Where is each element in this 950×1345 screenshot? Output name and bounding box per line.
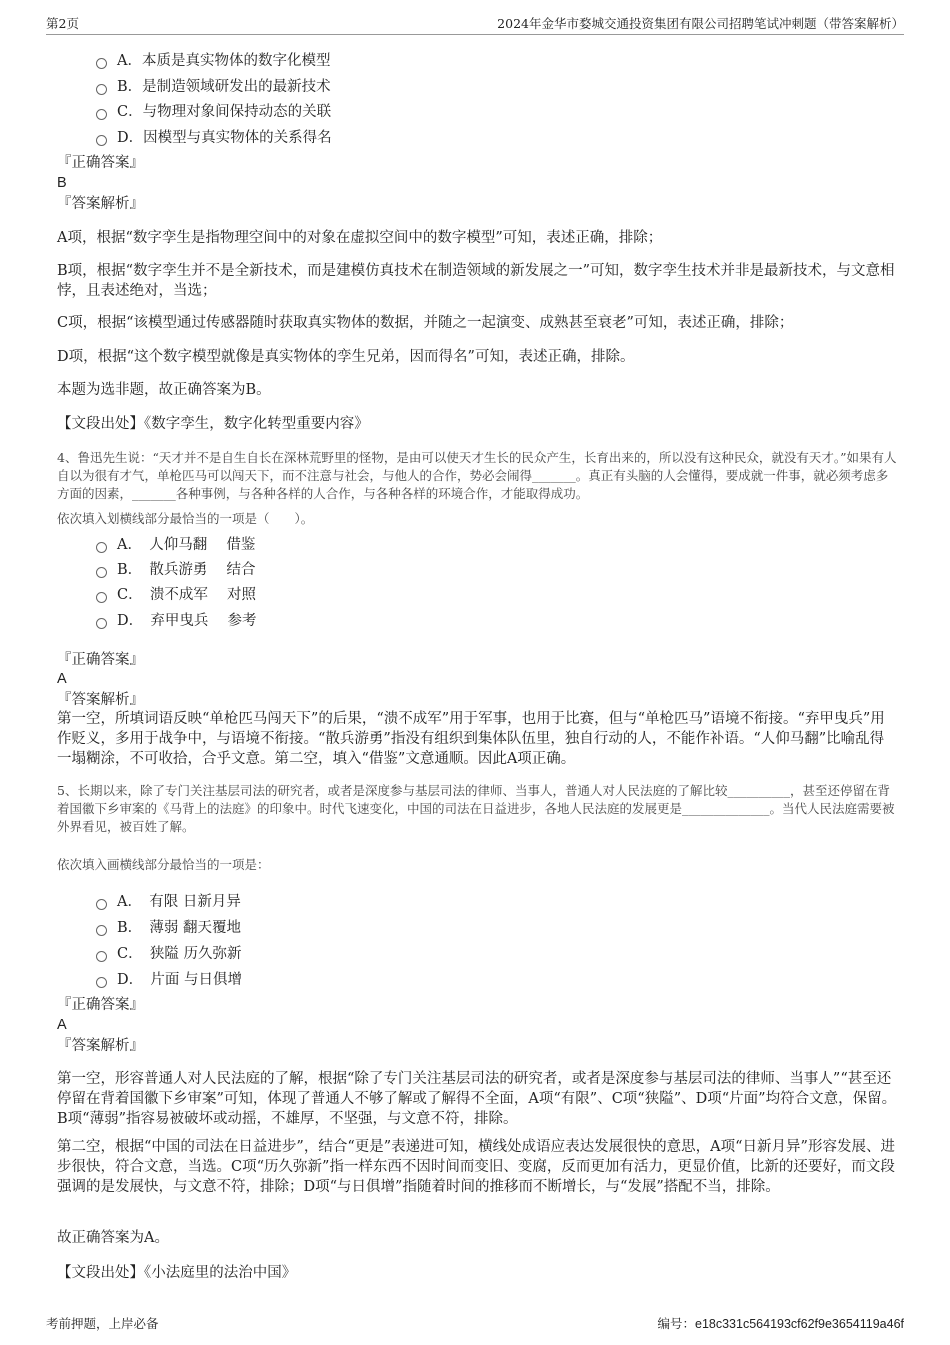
q5-option-d[interactable]: D． 片面 与日俱增 xyxy=(96,968,242,989)
footer-slogan: 考前押题，上岸必备 xyxy=(46,1316,159,1331)
radio-icon xyxy=(96,951,107,962)
q4-stem: 4、鲁迅先生说：“天才并不是自生自长在深林荒野里的怪物，是由可以使天才生长的民众产生，长育出来的，所以没有这种民众，就没有天才。”如果有人自以为很有才气，单枪匹马可以闯天下，而不注意与社会，与他人的合作，势必会闹得_______。真正有头脑的人会懂得，要成就一件事，就必须考虑多方面的因素，_______各种事例，与各种各样的人合作，与各种各样的环境合作，才能取得成功。 xyxy=(57,450,897,501)
q5-option-b[interactable]: B． 薄弱 翻天覆地 xyxy=(96,916,241,937)
q4-analysis-label: 『答案解析』 xyxy=(57,692,144,708)
radio-icon xyxy=(96,84,107,95)
q3-option-c[interactable]: C．与物理对象间保持动态的关联 xyxy=(96,100,331,121)
page-footer xyxy=(46,1314,904,1332)
radio-icon xyxy=(96,567,107,578)
radio-icon xyxy=(96,109,107,120)
q3-analysis-b: B项，根据“数字孪生并不是全新技术，而是建模仿真技术在制造领域的新发展之一”可知，数字孪生技术并非是最新技术，与文意相悖，且表述绝对，当选； xyxy=(57,263,895,299)
q3-option-b[interactable]: B．是制造领域研发出的最新技术 xyxy=(96,75,331,96)
q3-answer: B xyxy=(57,175,67,191)
q5-answer-label: 『正确答案』 xyxy=(57,997,144,1013)
q5-option-c[interactable]: C． 狭隘 历久弥新 xyxy=(96,942,241,963)
radio-icon xyxy=(96,925,107,936)
q5-analysis-label: 『答案解析』 xyxy=(57,1038,144,1054)
q4-answer: A xyxy=(57,671,67,687)
q5-analysis-second: 第二空，根据“中国的司法在日益进步”，结合“更是”表递进可知，横线处成语应表达发展很快的意思，A项“日新月异”形容发展、进步很快，符合文意，当选。C项“历久弥新”指一样东西不因时间而变旧、变腐，反而更加有活力，更显价值，比新的还要好，而文段强调的是发展快，与文意不符，排除；D项“与日俱增”指随着时间的推移而不断增长，与“发展”搭配不当，排除。 xyxy=(57,1139,895,1195)
document-title: 2024年金华市婺城交通投资集团有限公司招聘笔试冲刺题（带答案解析） xyxy=(497,16,904,31)
q3-option-d[interactable]: D．因模型与真实物体的关系得名 xyxy=(96,126,332,147)
q4-prompt: 依次填入划横线部分最恰当的一项是（ ）。 xyxy=(57,511,314,526)
q5-option-a[interactable]: A． 有限 日新月异 xyxy=(96,890,241,911)
page-number: 第2页 xyxy=(46,16,79,31)
q3-analysis-label: 『答案解析』 xyxy=(57,196,144,212)
radio-icon xyxy=(96,899,107,910)
q4-analysis: 第一空，所填词语反映“单枪匹马闯天下”的后果，“溃不成军”用于军事，也用于比赛，但与“单枪匹马”语境不衔接。“弃甲曳兵”用作贬义，多用于战争中，与语境不衔接。“散兵游勇”指没有组织到集体队伍里，独自行动的人，不能作补语。“人仰马翻”比喻乱得一塌糊涂，不可收拾，合乎文意。第二空，填入“借鉴”文意通顺。因此A项正确。 xyxy=(57,711,885,767)
radio-icon xyxy=(96,977,107,988)
q5-source: 【文段出处】《小法庭里的法治中国》 xyxy=(57,1265,297,1281)
q5-answer: A xyxy=(57,1017,67,1033)
document-id: 编号：e18c331c564193cf62f9e3654119a46f xyxy=(657,1317,904,1331)
q5-stem: 5、长期以来，除了专门关注基层司法的研究者，或者是深度参与基层司法的律师、当事人，普通人对人民法庭的了解比较__________，甚至还停留在背着国徽下乡审案的《马背上的法庭》的印象中。时代飞速变化，中国的司法在日益进步，各地人民法庭的发展更是______________。当代人民法庭需要被外界看见，被百姓了解。 xyxy=(57,783,895,834)
q3-analysis-a: A项，根据“数字孪生是指物理空间中的对象在虚拟空间中的数字模型”可知，表述正确，排除； xyxy=(57,230,663,246)
q5-prompt: 依次填入画横线部分最恰当的一项是： xyxy=(57,857,270,872)
q4-option-a[interactable]: A． 人仰马翻 借鉴 xyxy=(96,533,255,554)
radio-icon xyxy=(96,135,107,146)
q3-analysis-d: D项，根据“这个数字模型就像是真实物体的孪生兄弟，因而得名”可知，表述正确，排除。 xyxy=(57,349,635,365)
q5-conclusion: 故正确答案为A。 xyxy=(57,1230,169,1246)
q3-option-a[interactable]: A．本质是真实物体的数字化模型 xyxy=(96,49,330,70)
q3-conclusion: 本题为选非题，故正确答案为B。 xyxy=(57,382,271,398)
q3-answer-label: 『正确答案』 xyxy=(57,155,144,171)
radio-icon xyxy=(96,592,107,603)
q4-answer-label: 『正确答案』 xyxy=(57,652,144,668)
radio-icon xyxy=(96,542,107,553)
radio-icon xyxy=(96,58,107,69)
q4-option-d[interactable]: D． 弃甲曳兵 参考 xyxy=(96,609,256,630)
q5-analysis-first: 第一空，形容普通人对人民法庭的了解，根据“除了专门关注基层司法的研究者，或者是深度参与基层司法的律师、当事人”“甚至还停留在背着国徽下乡审案”可知，体现了普通人不够了解或了解得不全面，A项“有限”、C项“狭隘”、D项“片面”均符合文意，保留。B项“薄弱”指容易被破坏或动摇，不雄厚，不坚强，与文意不符，排除。 xyxy=(57,1071,897,1127)
radio-icon xyxy=(96,618,107,629)
q3-source: 【文段出处】《数字孪生，数字化转型重要内容》 xyxy=(57,416,369,432)
q3-analysis-c: C项，根据“该模型通过传感器随时获取真实物体的数据，并随之一起演变、成熟甚至衰老”可知，表述正确，排除； xyxy=(57,315,794,331)
page-header xyxy=(46,14,904,35)
q4-option-b[interactable]: B． 散兵游勇 结合 xyxy=(96,558,256,579)
q4-option-c[interactable]: C． 溃不成军 对照 xyxy=(96,583,256,604)
